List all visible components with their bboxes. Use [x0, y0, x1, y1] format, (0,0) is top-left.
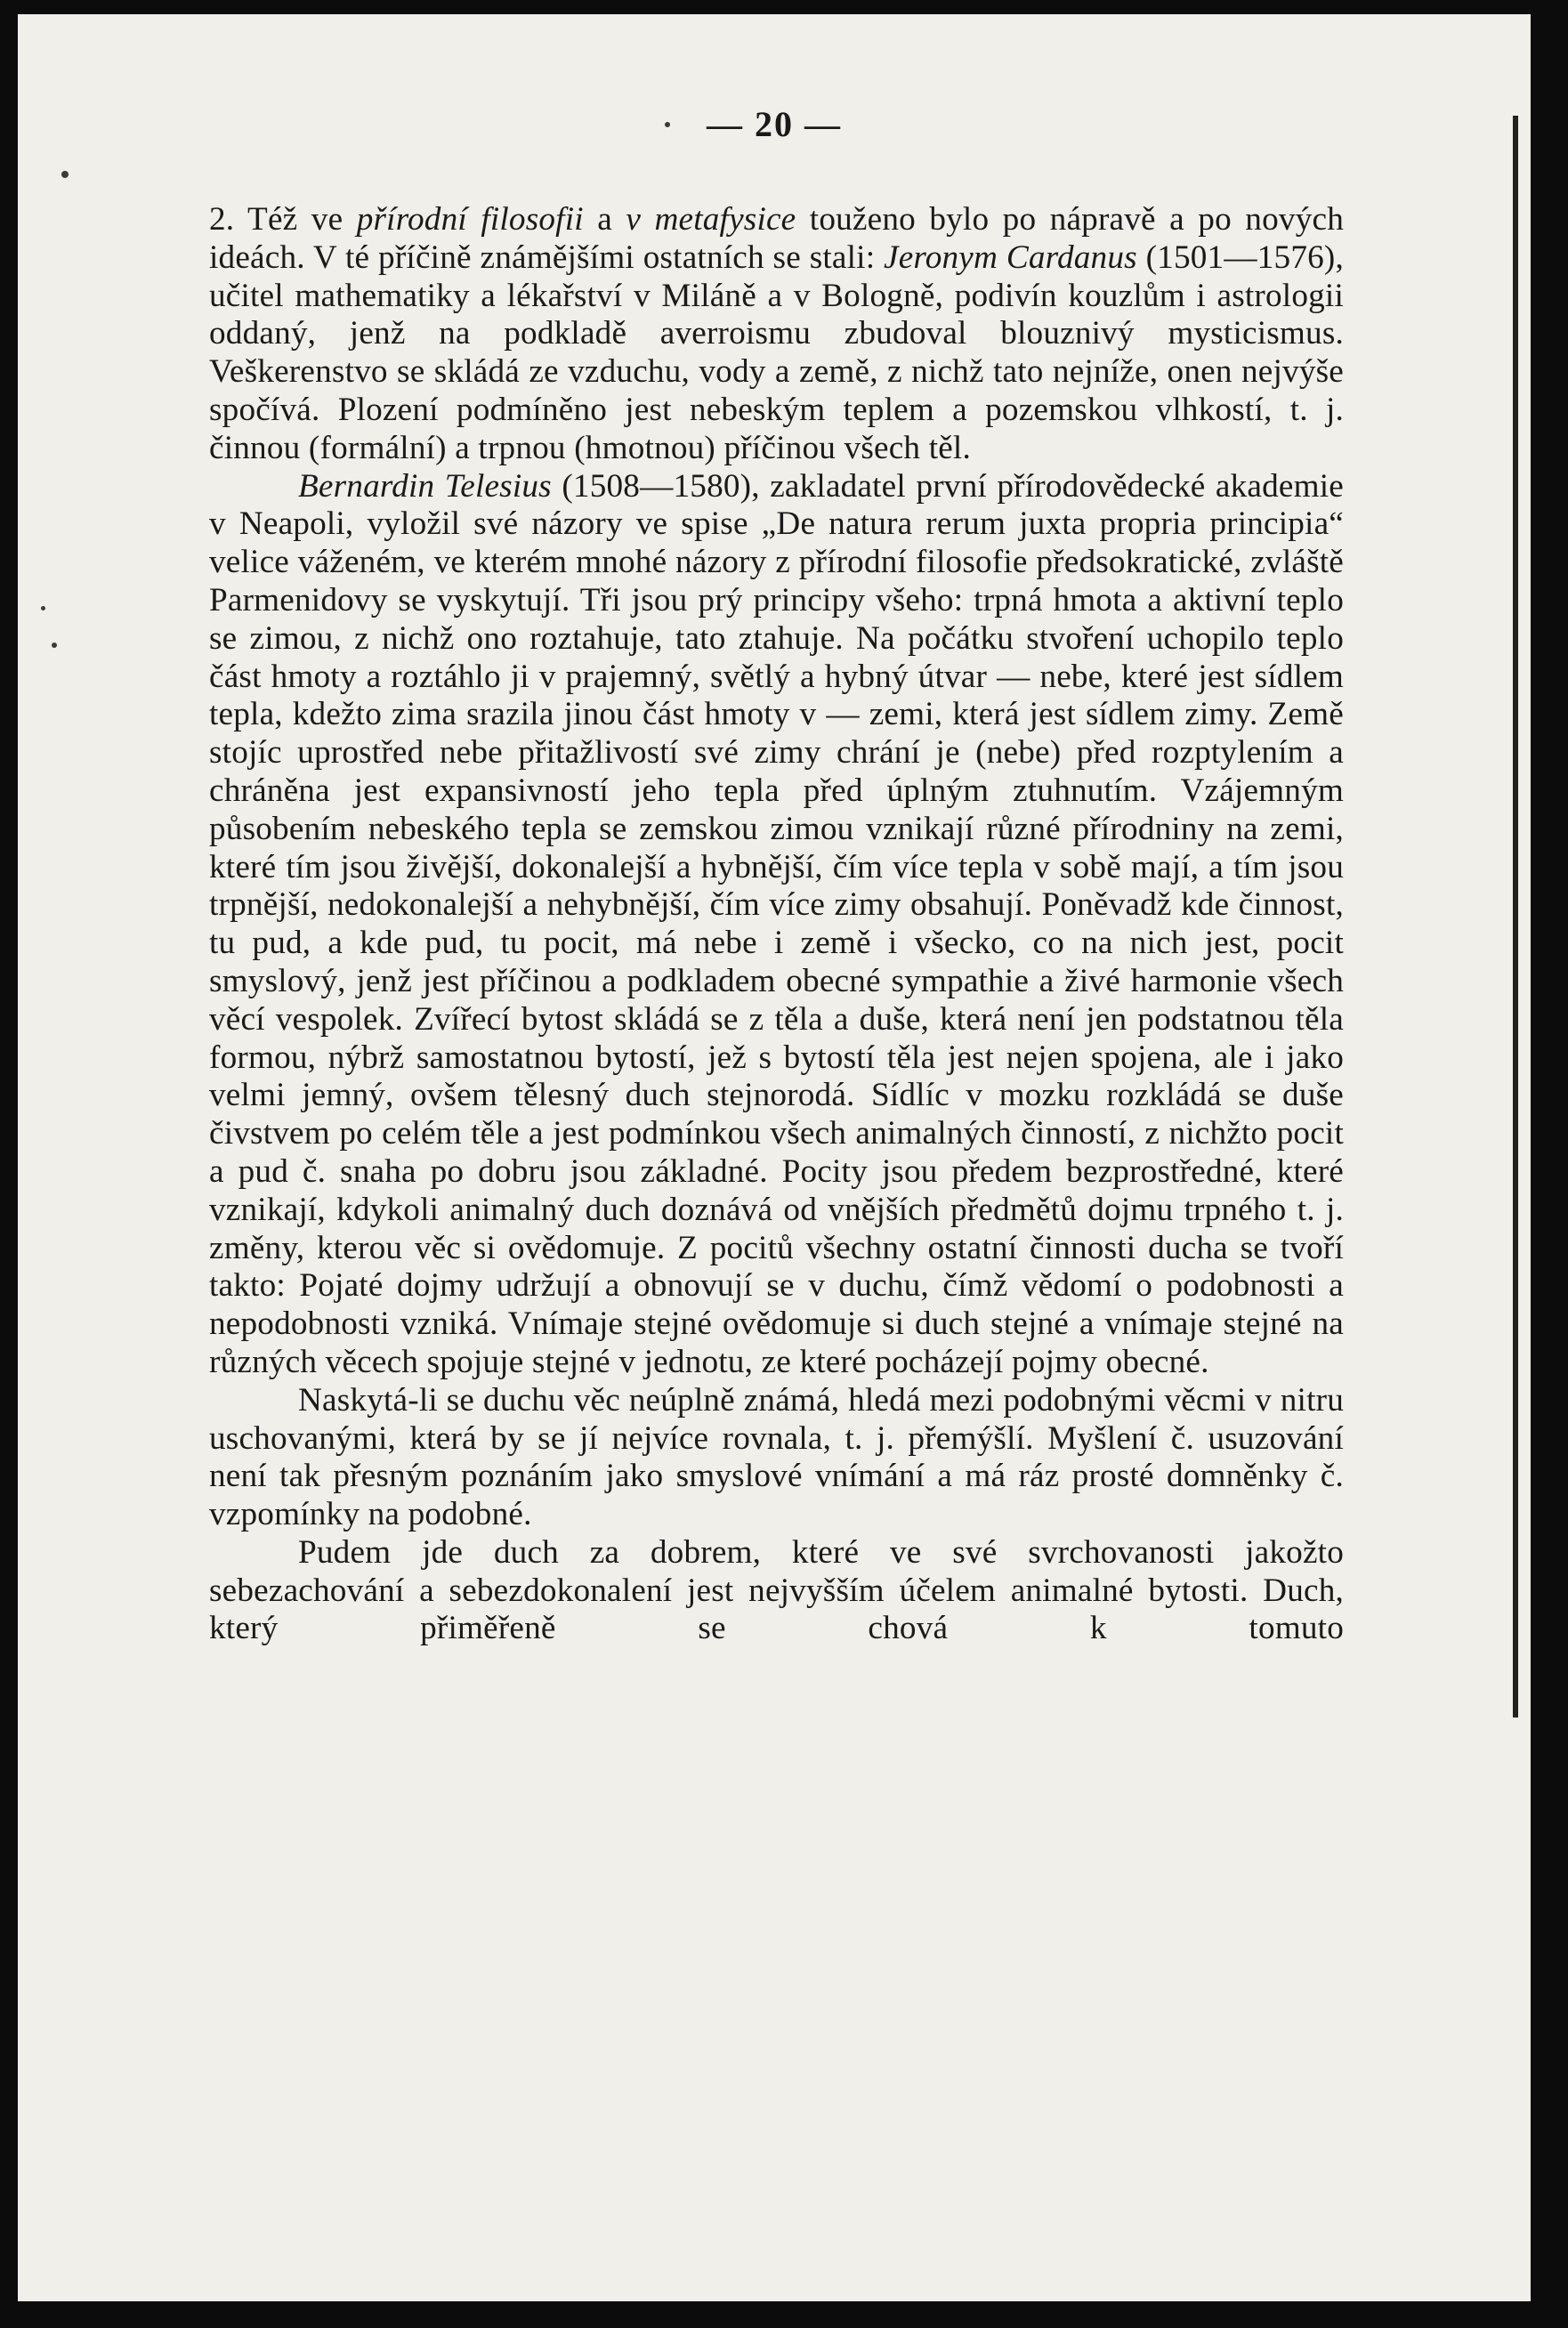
page-text [209, 201, 1344, 1686]
scan-speck [52, 643, 57, 648]
paragraph-3: Naskytá-li se duchu věc neúplně známá, hledá mezi podobnými věcmi v nitru uschovanými, která by se jí nejvíce rovnala, t. j. přemýšlí. Myšlení č. usuzování není tak přesným poznáním jako smyslové vnímání a má ráz prosté domněnky č. vzpomínky na podobné. [209, 1381, 1344, 1533]
paragraph-2: Bernardin Telesius (1508—1580), zakladatel první přírodovědecké akademie v Neapoli, vyložil své názory ve spise „De natura rerum juxta propria principia“ velice váženém, ve kterém mnohé názory z přírodní filosofie předsokratické, zvláště Parmenidovy se vyskytují. Tři jsou prý principy všeho: trpná hmota a aktivní teplo se zimou, z nichž ono roztahuje, tato ztahuje. Na počátku stvoření uchopilo teplo část hmoty a roztáhlo ji v prajemný, světlý a hybný útvar — nebe, které jest sídlem tepla, kdežto zima srazila jinou část hmoty v — zemi, která jest sídlem zimy. Země stojíc uprostřed nebe přitažlivostí své zimy chrání je (nebe) před rozptylením a chráněna jest expansivností jeho tepla před úplným ztuhnutím. Vzájemným působením nebeského tepla se zemskou zimou vznikají různé přírodniny na zemi, které tím jsou živější, dokonalejší a hybnější, čím více tepla v sobě mají, a tím jsou trpnější, nedokonalejší a nehybnější, čím více zimy obsahují. Poněvadž kde činnost, tu pud, a kde pud, tu pocit, má nebe i země i všecko, co na nich jest, pocit smyslový, jenž jest příčinou a podkladem obecné sympathie a živé harmonie všech věcí vespolek. Zvířecí bytost skládá se z těla a duše, která není jen podstatnou těla formou, nýbrž samostatnou bytostí, jež s bytostí těla jest nejen spojena, ale i jako velmi jemný, ovšem tělesný duch stejnorodá. Sídlíc v mozku rozkládá se duše čivstvem po celém těle a jest podmínkou všech animalných činností, z nichžto pocit a pud č. snaha po dobru jsou základné. Pocity jsou předem bezprostředné, které vznikají, kdykoli animalný duch doznává od vnějších předmětů dojmu trpného t. j. změny, kterou věc si ovědomuje. Z pocitů všechny ostatní činnosti ducha se tvoří takto: Pojaté dojmy udržují a obnovují se v duchu, čímž vědomí o podobnosti a nepodobnosti vzniká. Vnímaje stejné ovědomuje si duch stejné a vnímaje stejné na různých věcech spojuje stejné v jednotu, ze které pocházejí pojmy obecné. [209, 467, 1344, 1380]
scan-speck [61, 171, 69, 178]
page-edge-rule [1513, 116, 1518, 1718]
book-page [18, 14, 1531, 2301]
scan-speck [665, 122, 670, 127]
paragraph-4: Pudem jde duch za dobrem, které ve své svrchovanosti jakožto sebezachování a sebezdokonalení jest nejvyšším účelem animalné bytosti. Duch, který přiměřeně se chová k tomuto [209, 1533, 1344, 1647]
scan-speck [41, 606, 45, 610]
paragraph-1: 2. Též ve přírodní filosofii a v metafysice touženo bylo po nápravě a po nových ideách. V té příčině známějšími ostatních se stali: Jeronym Cardanus (1501—1576), učitel mathematiky a lékařství v Miláně a v Bologně, podivín kouzlům i astrologii oddaný, jenž na podkladě averroismu zbudoval blouznivý mysticismus. Veškerenstvo se skládá ze vzduchu, vody a země, z nichž tato nejníže, onen nejvýše spočívá. Plození podmíněno jest nebeským teplem a pozemskou vlhkostí, t. j. činnou (formální) a trpnou (hmotnou) příčinou všech těl. [209, 201, 1344, 466]
page-number: — 20 — [707, 104, 842, 144]
